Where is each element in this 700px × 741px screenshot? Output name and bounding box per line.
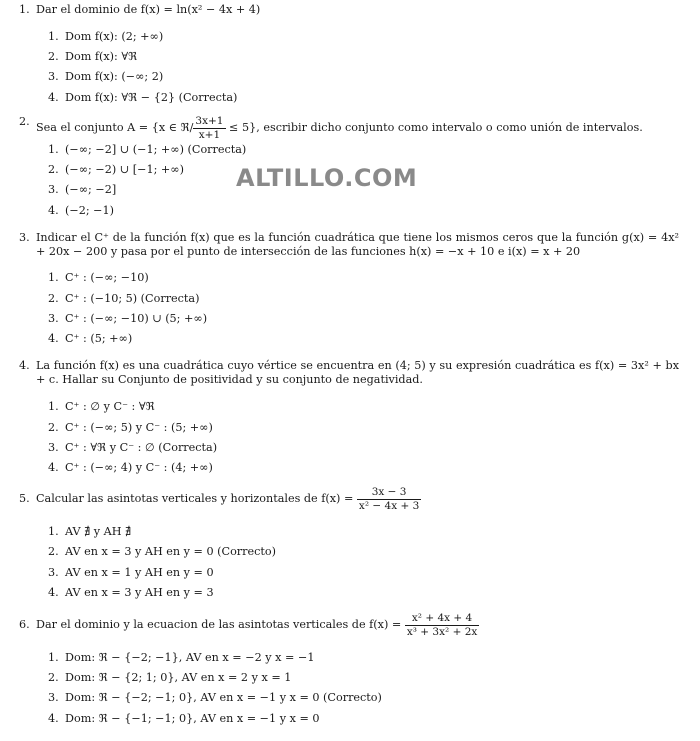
question-4 — [19, 359, 679, 387]
option-3-3: 3. C⁺ : (−∞; −10) ∪ (5; +∞) — [48, 312, 208, 325]
option-5-1: 1. AV ∄ y AH ∄ — [48, 525, 132, 538]
option-6-1: 1. Dom: ℜ − {−2; −1}, AV en x = −2 y x = −1 — [48, 651, 315, 664]
option-5-2: 2. AV en x = 3 y AH en y = 0 (Correcto) — [48, 545, 276, 558]
watermark: ALTILLO.COM — [236, 164, 418, 192]
option-3-2: 2. C⁺ : (−10; 5) (Correcta) — [48, 292, 200, 305]
question-text: Indicar el C⁺ de la función f(x) que es la función cuadrática que tiene los mismos ceros que la función g(x) = 4x² + 20x − 200 y pasa por el punto de intersección de las funciones h(x) = −x + 10 e i(x) = x + 20 — [36, 231, 679, 258]
question-text: Dar el dominio de f(x) = ln(x² − 4x + 4) — [36, 3, 261, 16]
option-6-4: 4. Dom: ℜ − {−1; −1; 0}, AV en x = −1 y x = 0 — [48, 712, 320, 725]
question-number: 5. — [19, 492, 30, 506]
question-number: 1. — [19, 3, 30, 16]
option-2-3: 3. (−∞; −2] — [48, 183, 117, 196]
option-4-2: 2. C⁺ : (−∞; 5) y C⁻ : (5; +∞) — [48, 421, 213, 434]
question-text: Calcular las asintotas verticales y horizontales de f(x) = $\frac{3x - 3}{\text{x² − 4x + 3}}$ — [36, 486, 420, 512]
question-5 — [19, 486, 679, 512]
option-5-4: 4. AV en x = 3 y AH en y = 3 — [48, 586, 214, 599]
option-2-2: 2. (−∞; −2) ∪ [−1; +∞) — [48, 163, 184, 176]
option-1-2: 2. Dom f(x): ∀ℜ — [48, 50, 138, 63]
question-1 — [19, 3, 679, 17]
fraction: $\frac{3x - 3}{\text{x² − 4x + 3}}$ — [358, 486, 420, 512]
question-3 — [19, 231, 679, 259]
question-2 — [19, 115, 679, 141]
option-4-4: 4. C⁺ : (−∞; 4) y C⁻ : (4; +∞) — [48, 461, 213, 474]
option-6-3: 3. Dom: ℜ − {−2; −1; 0}, AV en x = −1 y x = 0 (Correcto) — [48, 691, 382, 704]
option-1-3: 3. Dom f(x): (−∞; 2) — [48, 70, 164, 83]
question-number: 6. — [19, 618, 30, 632]
option-3-4: 4. C⁺ : (5; +∞) — [48, 332, 133, 345]
option-4-3: 3. C⁺ : ∀ℜ y C⁻ : ∅ (Correcta) — [48, 441, 218, 454]
fraction: $\frac{3x+1}{x+1}$ — [195, 115, 224, 141]
question-6 — [19, 612, 679, 638]
question-number: 2. — [19, 115, 30, 128]
option-3-1: 1. C⁺ : (−∞; −10) — [48, 271, 149, 284]
question-text: Sea el conjunto A = {x ∈ ℜ/ $\frac{3x+1}{x+1}$ ≤ 5}, escribir dicho conjunto como intervalo o como unión de intervalos. — [36, 115, 643, 141]
option-6-2: 2. Dom: ℜ − {2; 1; 0}, AV en x = 2 y x = 1 — [48, 671, 292, 684]
fraction: $\frac{\text{x² + 4x + 4}}{\text{x³ + 3x² + 2x}}$ — [406, 612, 478, 638]
option-2-1: 1. (−∞; −2] ∪ (−1; +∞) (Correcta) — [48, 143, 247, 156]
question-number: 3. — [19, 231, 30, 244]
question-number: 4. — [19, 359, 30, 372]
question-text: Dar el dominio y la ecuacion de las asintotas verticales de f(x) = $\frac{\text{x² + 4x + 4}}{\text{x³ + 3x² + 2x}}$ — [36, 612, 478, 638]
option-5-3: 3. AV en x = 1 y AH en y = 0 — [48, 566, 214, 579]
option-4-1: 1. C⁺ : ∅ y C⁻ : ∀ℜ — [48, 400, 155, 413]
option-2-4: 4. (−2; −1) — [48, 204, 115, 217]
option-1-1: 1. Dom f(x): (2; +∞) — [48, 30, 164, 43]
option-1-4: 4. Dom f(x): ∀ℜ − {2} (Correcta) — [48, 91, 238, 104]
question-text: La función f(x) es una cuadrática cuyo vértice se encuentra en (4; 5) y su expresión cuadrática es f(x) = 3x² + bx + c. Hallar su Conjunto de positividad y su conjunto de negatividad. — [36, 359, 679, 386]
